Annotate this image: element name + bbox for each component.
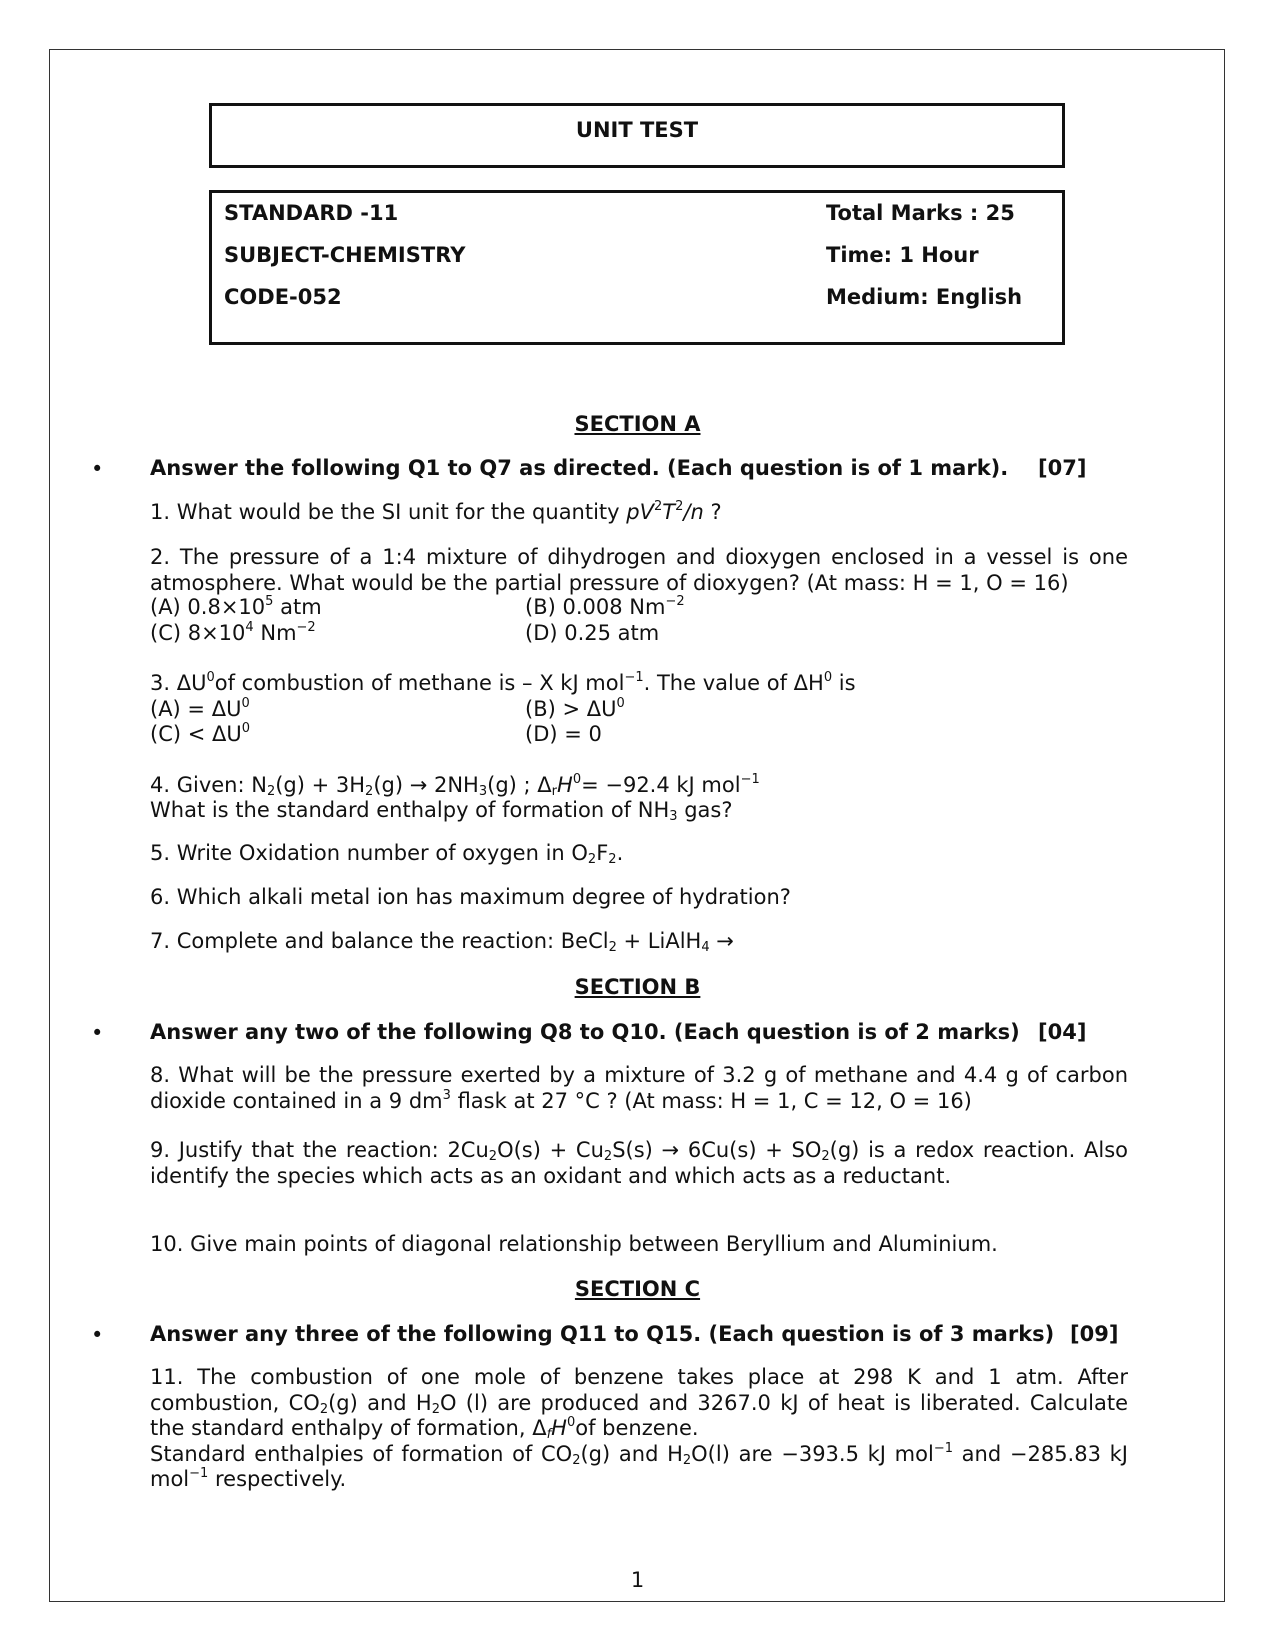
question-5: 5. Write Oxidation number of oxygen in $O_2F_2$. xyxy=(150,841,624,867)
section-b-heading: SECTION B xyxy=(574,975,701,999)
section-a-bullet: • xyxy=(91,457,104,481)
section-a-instruction: Answer the following Q1 to Q7 as directed. (Each question is of 1 mark). xyxy=(150,456,1009,480)
question-6: 6. Which alkali metal ion has maximum degree of hydration? xyxy=(150,885,791,909)
title-box xyxy=(209,103,1065,168)
section-b-marks: [04] xyxy=(1038,1020,1087,1044)
section-b-bullet: • xyxy=(91,1021,104,1045)
q2-option-c: (C) $8\times 10^4$ $Nm^{-2}$ xyxy=(150,620,316,645)
time-label: Time: 1 Hour xyxy=(826,243,979,267)
code-label: CODE-052 xyxy=(224,285,342,309)
standard-label: STANDARD -11 xyxy=(224,201,399,225)
question-9: 9. Justify that the reaction: $2Cu_2O(s) + Cu_2S(s) \to 6Cu(s) + SO_2(g)$ is a redox reaction. Also identify the species which acts as an oxidant and which acts as a reductant. xyxy=(150,1138,1128,1188)
question-11: 11. The combustion of one mole of benzene takes place at 298 K and 1 atm. After combustion, $CO_2(g)$ and $H_2O$ (l) are produced and 3267.0 kJ of heat is liberated. Calculate the standard enthalpy of formation, $\Delta_fH^0of$ benzene. Standard enthalpies of formation of $CO_2(g)$ and $H_2O(l)$ are −393.5 kJ mol$^{-1}$ and −285.83 kJ mol$^{-1}$ respectively. xyxy=(150,1365,1128,1491)
question-7: 7. Complete and balance the reaction: BeCl$_2$ + LiAlH$_4$ → xyxy=(150,929,734,955)
question-8: 8. What will be the pressure exerted by a mixture of 3.2 g of methane and 4.4 g of carbon dioxide contained in a 9 $dm^3$ flask at 27 °C ? (At mass: H = 1, C = 12, O = 16) xyxy=(150,1063,1128,1113)
section-c-marks: [09] xyxy=(1070,1322,1119,1346)
question-10: 10. Give main points of diagonal relationship between Beryllium and Aluminium. xyxy=(150,1232,998,1256)
section-c-bullet: • xyxy=(91,1323,104,1347)
section-a-marks: [07] xyxy=(1038,456,1087,480)
page-number: 1 xyxy=(630,1568,645,1592)
page-title: UNIT TEST xyxy=(575,118,699,142)
q2-option-d: (D) 0.25 atm xyxy=(525,621,660,645)
q3-option-d: (D) = 0 xyxy=(525,722,602,746)
q3-option-c: $(C) < \Delta U^0$ xyxy=(150,721,251,746)
section-b-instruction: Answer any two of the following Q8 to Q10. (Each question is of 2 marks) xyxy=(150,1020,1020,1044)
info-box xyxy=(209,190,1065,345)
total-marks-label: Total Marks : 25 xyxy=(826,201,1015,225)
question-3: 3. $\Delta U^0of$ combustion of methane is – X kJ mol$^{-1}$. The value of $\Delta H^0$ is xyxy=(150,670,856,695)
section-a-heading: SECTION A xyxy=(574,412,701,436)
question-4-line-2: What is the standard enthalpy of formation of $NH_3$ gas? xyxy=(150,798,733,824)
q3-option-b: $(B) > \Delta U^0$ xyxy=(525,696,625,721)
section-c-heading: SECTION C xyxy=(574,1277,701,1301)
subject-label: SUBJECT-CHEMISTRY xyxy=(224,243,466,267)
q2-option-a: (A) $0.8\times 10^5$ atm xyxy=(150,594,322,619)
medium-label: Medium: English xyxy=(826,285,1023,309)
section-c-instruction: Answer any three of the following Q11 to Q15. (Each question is of 3 marks) xyxy=(150,1322,1055,1346)
question-2: 2. The pressure of a 1:4 mixture of dihydrogen and dioxygen enclosed in a vessel is one atmosphere. What would be the partial pressure of dioxygen? (At mass: H = 1, O = 16) xyxy=(150,545,1128,595)
question-1: 1. What would be the SI unit for the quantity $pV^2T^2/n$ ? xyxy=(150,499,722,524)
q3-option-a: $(A) = \Delta U^0$ xyxy=(150,696,250,721)
q2-option-b: (B) 0.008 $Nm^{-2}$ xyxy=(525,594,685,619)
question-4-line-1: 4. Given: $N_2(g) + 3H_2(g) \to 2NH_3(g)$ ; $\Delta_rH^0= -92.4$ kJ mol$^{-1}$ xyxy=(150,772,760,799)
